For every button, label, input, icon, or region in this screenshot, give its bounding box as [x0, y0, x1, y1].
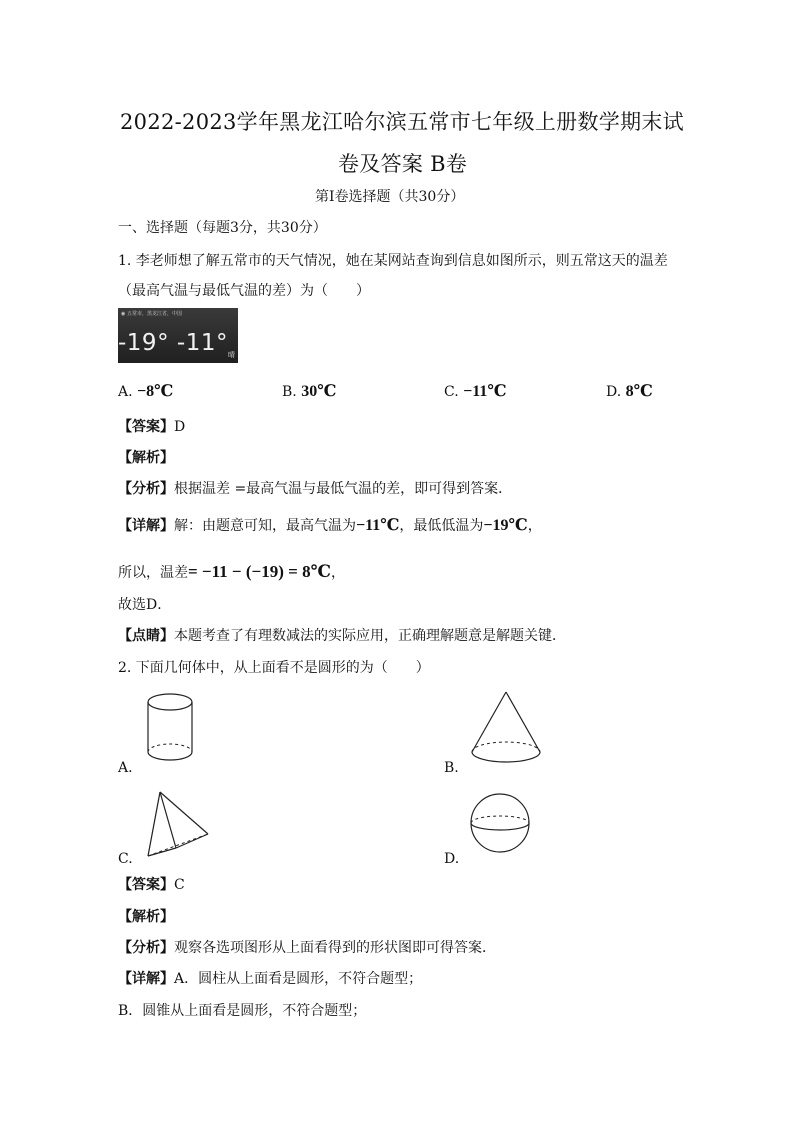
q1-option-c: C. −11℃ — [444, 383, 507, 400]
q2-option-b-label: B. — [444, 760, 459, 776]
q1-stem-line-2: （最高气温与最低气温的差）为（ ） — [118, 283, 370, 299]
q1-fenxi: 【分析】根据温差 =最高气温与最低气温的差，即可得到答案． — [118, 481, 513, 497]
pyramid-figure — [140, 790, 216, 862]
q2-option-a-label: A. — [118, 760, 133, 776]
q1-option-b-value: 30℃ — [301, 383, 337, 400]
q2-xiangjie-a: 【详解】A．圆柱从上面看是圆形，不符合题型； — [118, 971, 423, 987]
q2-stem: 2. 下面几何体中，从上面看不是圆形的为（ ） — [118, 660, 430, 676]
weather-high: -11° — [176, 330, 228, 356]
q2-xiangjie-b: B．圆锥从上面看是圆形，不符合题型； — [118, 1003, 367, 1019]
q1-guxuan: 故选D． — [118, 597, 172, 613]
q1-dianjing: 【点睛】本题考查了有理数减法的实际应用，正确理解题意是解题关键． — [118, 628, 566, 644]
section-heading: 第Ⅰ卷选择题（共30分） — [315, 189, 465, 205]
q2-option-c-label: C. — [118, 851, 133, 867]
cylinder-figure — [140, 690, 200, 772]
weather-temperatures — [118, 330, 228, 356]
part-heading: 一、选择题（每题3分，共30分） — [118, 220, 327, 236]
q1-xiangjie-low: −19℃ — [483, 517, 528, 534]
weather-screenshot — [118, 308, 238, 363]
q1-analysis-label: 【解析】 — [118, 450, 174, 466]
q2-fenxi: 【分析】观察各选项图形从上面看得到的形状图即可得答案． — [118, 940, 496, 956]
weather-icon: 晴 — [228, 351, 235, 359]
q1-stem-line-1: 1. 李老师想了解五常市的天气情况，她在某网站查询到信息如图所示，则五常这天的温差 — [118, 253, 668, 269]
q1-xiangjie: 【详解】解：由题意可知，最高气温为−11℃，最低低温为−19℃， — [118, 517, 542, 534]
q2-analysis-label: 【解析】 — [118, 909, 174, 925]
q1-suoyi-expr: = −11 − (−19) = 8℃ — [188, 562, 331, 581]
weather-low: -19° — [118, 330, 170, 356]
sphere-figure — [468, 790, 532, 856]
q1-option-d: D. 8℃ — [606, 383, 653, 400]
q2-option-d-label: D. — [444, 851, 460, 867]
q1-answer: 【答案】D — [118, 419, 186, 435]
q1-option-a: A. −8℃ — [118, 383, 174, 400]
q1-suoyi: 所以，温差= −11 − (−19) = 8℃， — [118, 562, 345, 581]
title-line-2: 卷及答案 B卷 — [338, 152, 468, 176]
title-line-1: 2022-2023学年黑龙江哈尔滨五常市七年级上册数学期末试 — [120, 110, 684, 134]
q1-option-d-value: 8℃ — [625, 383, 653, 400]
weather-location: ◉ 五常市，黑龙江省，中国 — [121, 311, 182, 317]
q1-option-b: B. 30℃ — [282, 383, 337, 400]
q1-option-c-value: −11℃ — [463, 383, 507, 400]
q1-option-a-value: −8℃ — [137, 383, 174, 400]
q2-answer: 【答案】C — [118, 877, 185, 893]
q1-xiangjie-high: −11℃ — [356, 517, 400, 534]
cone-figure — [466, 690, 546, 772]
